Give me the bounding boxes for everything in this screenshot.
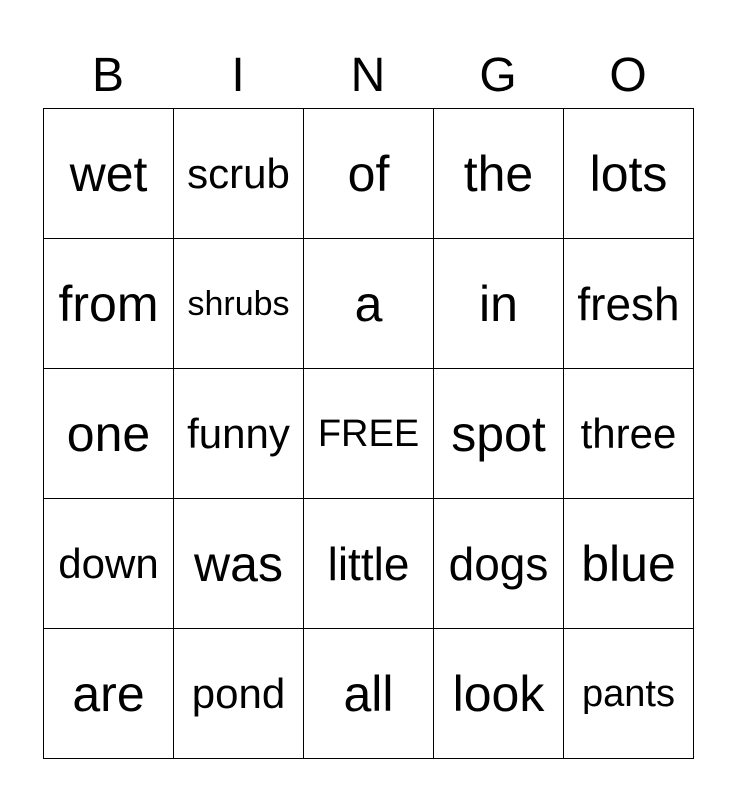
free-space-cell[interactable]: FREE bbox=[304, 369, 434, 499]
bingo-cell[interactable]: little bbox=[304, 499, 434, 629]
bingo-cell[interactable]: pants bbox=[564, 629, 694, 759]
bingo-cell[interactable]: funny bbox=[174, 369, 304, 499]
header-letter-g: G bbox=[479, 49, 517, 102]
bingo-cell[interactable]: lots bbox=[564, 109, 694, 239]
bingo-cell[interactable]: was bbox=[174, 499, 304, 629]
bingo-cell[interactable]: are bbox=[44, 629, 174, 759]
bingo-cell[interactable]: a bbox=[304, 239, 434, 369]
bingo-card bbox=[43, 44, 693, 759]
bingo-cell[interactable]: of bbox=[304, 109, 434, 239]
bingo-cell[interactable]: the bbox=[434, 109, 564, 239]
bingo-cell[interactable]: scrub bbox=[174, 109, 304, 239]
bingo-cell[interactable]: from bbox=[44, 239, 174, 369]
bingo-cell[interactable]: shrubs bbox=[174, 239, 304, 369]
bingo-cell[interactable]: one bbox=[44, 369, 174, 499]
header-letter-b: B bbox=[91, 49, 124, 102]
bingo-cell[interactable]: fresh bbox=[564, 239, 694, 369]
bingo-cell[interactable]: wet bbox=[44, 109, 174, 239]
bingo-cell[interactable]: three bbox=[564, 369, 694, 499]
bingo-cell[interactable]: blue bbox=[564, 499, 694, 629]
header-letter-n: N bbox=[350, 49, 386, 102]
bingo-grid bbox=[43, 108, 694, 759]
bingo-cell[interactable]: dogs bbox=[434, 499, 564, 629]
bingo-cell[interactable]: down bbox=[44, 499, 174, 629]
bingo-cell[interactable]: in bbox=[434, 239, 564, 369]
header-letter-o: O bbox=[609, 49, 647, 102]
header-letter-i: I bbox=[231, 49, 245, 102]
bingo-header bbox=[43, 44, 693, 108]
bingo-cell[interactable]: look bbox=[434, 629, 564, 759]
bingo-cell[interactable]: all bbox=[304, 629, 434, 759]
bingo-cell[interactable]: pond bbox=[174, 629, 304, 759]
bingo-cell[interactable]: spot bbox=[434, 369, 564, 499]
